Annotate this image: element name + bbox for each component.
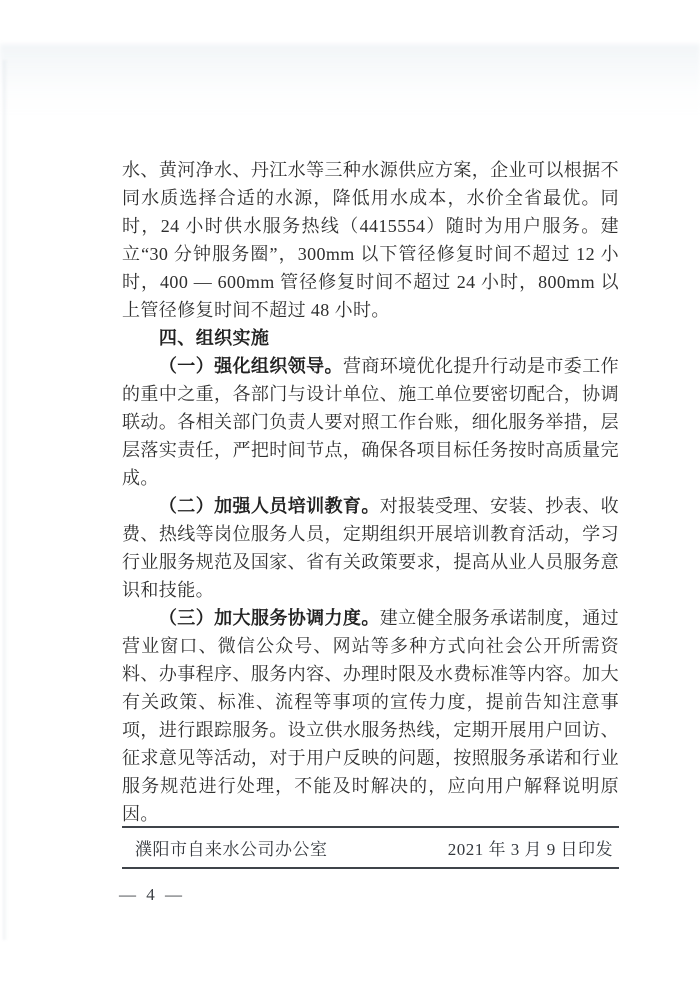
clause-3 bbox=[122, 604, 619, 828]
clause-1-lead: （一）强化组织领导。 bbox=[158, 356, 343, 376]
clause-3-lead: （三）加大服务协调力度。 bbox=[158, 608, 380, 628]
clause-1 bbox=[122, 352, 619, 492]
footer-issuer: 濮阳市自来水公司办公室 bbox=[135, 840, 328, 859]
scan-shadow-top bbox=[0, 44, 700, 114]
scan-shadow-left-edge bbox=[3, 60, 8, 940]
document-body bbox=[122, 156, 619, 828]
page-number: — 4 — bbox=[119, 885, 185, 904]
clause-3-text: 建立健全服务承诺制度，通过营业窗口、微信公众号、网站等多种方式向社会公开所需资料、办事程序、服务内容、办理时限及水费标准等内容。加大有关政策、标准、流程等事项的宣传力度，提前告知注意事项，进行跟踪服务。设立供水服务热线，定期开展用户回访、征求意见等活动，对于用户反映的问题，按照服务承诺和行业服务规范进行处理，不能及时解决的，应向用户解释说明原因。 bbox=[122, 608, 619, 824]
clause-2-lead: （二）加强人员培训教育。 bbox=[158, 496, 380, 516]
document-footer bbox=[122, 826, 619, 869]
clause-1-text: 营商环境优化提升行动是市委工作的重中之重，各部门与设计单位、施工单位要密切配合，协调联动。各相关部门负责人要对照工作台账，细化服务举措，层层落实责任，严把时间节点，确保各项目标任务按时高质量完成。 bbox=[122, 356, 619, 488]
paragraph-continuation: 水、黄河净水、丹江水等三种水源供应方案，企业可以根据不同水质选择合适的水源，降低用水成本，水价全省最优。同时，24 小时供水服务热线（4415554）随时为用户服务。建立“30 分钟服务圈”，300mm 以下管径修复时间不超过 12 小时，400 — 600mm 管径修复时间不超过 24 小时，800mm 以上管径修复时间不超过 48 小时。 bbox=[122, 160, 619, 320]
section-heading-organization: 四、组织实施 bbox=[158, 328, 270, 348]
clause-2 bbox=[122, 492, 619, 604]
footer-print-date: 2021 年 3 月 9 日印发 bbox=[447, 840, 613, 859]
clause-2-text: 对报装受理、安装、抄表、收费、热线等岗位服务人员，定期组织开展培训教育活动，学习行业服务规范及国家、省有关政策要求，提高从业人员服务意识和技能。 bbox=[122, 496, 619, 600]
